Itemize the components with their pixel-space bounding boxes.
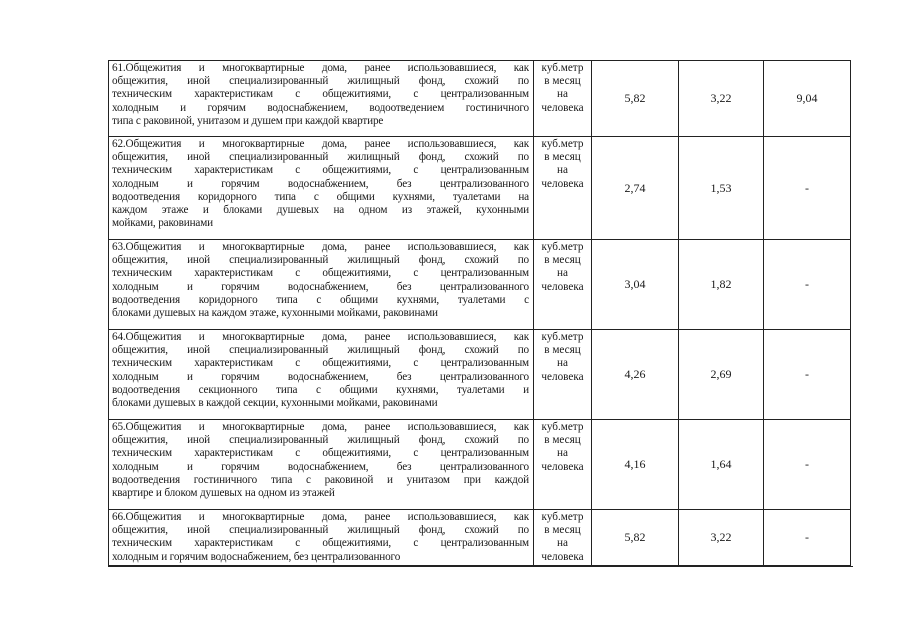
description-line: водоотведения коридорного типа с общими кухнями, туалетами на <box>112 190 529 203</box>
row-value-v1: 4,26 <box>592 330 679 420</box>
unit-line: в месяц <box>544 75 581 88</box>
description-line: общежития, иной специализированный жилищный фонд, схожий по <box>112 524 529 537</box>
row-description <box>109 137 534 240</box>
unit-line: человека <box>541 550 584 563</box>
row-unit <box>534 61 592 137</box>
norms-table-body <box>109 61 851 566</box>
row-description <box>109 510 534 566</box>
row-value-v1: 3,04 <box>592 240 679 330</box>
unit-line: на <box>557 357 568 370</box>
row-value-v2: 1,64 <box>679 420 764 510</box>
unit-line: куб.метр <box>541 62 584 74</box>
description-line: водоотведения секционного типа с общими кухнями, туалетами и <box>112 383 529 396</box>
unit-line: на <box>557 537 568 550</box>
unit-line: куб.метр <box>541 511 584 523</box>
row-value-v2: 2,69 <box>679 330 764 420</box>
description-line: каждом этаже и блоками душевых на одном из этажей, кухонными <box>112 204 529 217</box>
description-line: холодным и горячим водоснабжением, без централизованного <box>112 280 529 293</box>
row-value-v2: 1,82 <box>679 240 764 330</box>
table-row <box>109 137 851 240</box>
unit-line: куб.метр <box>541 138 584 150</box>
description-line: общежития, иной специализированный жилищный фонд, схожий по <box>112 75 529 88</box>
unit-line: на <box>557 447 568 460</box>
row-value-v1: 5,82 <box>592 510 679 566</box>
description-line: техническим характеристикам с общежитиями, с централизованным <box>112 537 529 550</box>
row-unit <box>534 420 592 510</box>
description-line: техническим характеристикам с общежитиями, с централизованным <box>112 164 529 177</box>
description-line: квартире и блоком душевых на одном из этажей <box>112 487 335 500</box>
row-description <box>109 61 534 137</box>
description-line: блоками душевых на каждом этаже, кухонными мойками, раковинами <box>112 307 438 320</box>
description-line: 64.Общежития и многоквартирные дома, ранее использовавшиеся, как <box>112 331 529 343</box>
description-line: 66.Общежития и многоквартирные дома, ранее использовавшиеся, как <box>112 511 529 523</box>
row-description <box>109 330 534 420</box>
row-unit <box>534 330 592 420</box>
description-line: общежития, иной специализированный жилищный фонд, схожий по <box>112 254 529 267</box>
unit-line: куб.метр <box>541 331 584 343</box>
row-unit <box>534 510 592 566</box>
row-value-v3: - <box>764 240 851 330</box>
description-line: блоками душевых в каждой секции, кухонными мойками, раковинами <box>112 397 438 410</box>
description-line: холодным и горячим водоснабжением, водоотведением гостиничного <box>112 101 529 114</box>
row-description <box>109 420 534 510</box>
unit-line: в месяц <box>544 151 581 164</box>
description-line: типа с раковиной, унитазом и душем при каждой квартире <box>112 114 384 127</box>
row-value-v3: - <box>764 137 851 240</box>
row-unit <box>534 137 592 240</box>
description-line: техническим характеристикам с общежитиями, с централизованным <box>112 88 529 101</box>
unit-line: человека <box>541 280 584 293</box>
row-value-v3: 9,04 <box>764 61 851 137</box>
description-line: 61.Общежития и многоквартирные дома, ранее использовавшиеся, как <box>112 62 529 74</box>
table-row <box>109 420 851 510</box>
unit-line: куб.метр <box>541 241 584 253</box>
unit-line: человека <box>541 101 584 114</box>
row-description <box>109 240 534 330</box>
unit-line: на <box>557 88 568 101</box>
description-line: водоотведения гостиничного типа с раковиной и унитазом при каждой <box>112 473 529 486</box>
unit-line: в месяц <box>544 434 581 447</box>
description-line: холодным и горячим водоснабжением, без централизованного <box>112 550 401 563</box>
description-line: холодным и горячим водоснабжением, без централизованного <box>112 460 529 473</box>
row-value-v2: 3,22 <box>679 61 764 137</box>
description-line: 62.Общежития и многоквартирные дома, ранее использовавшиеся, как <box>112 138 529 150</box>
row-value-v2: 3,22 <box>679 510 764 566</box>
unit-line: в месяц <box>544 524 581 537</box>
description-line: общежития, иной специализированный жилищный фонд, схожий по <box>112 434 529 447</box>
description-line: техническим характеристикам с общежитиями, с централизованным <box>112 357 529 370</box>
description-line: техническим характеристикам с общежитиями, с централизованным <box>112 267 529 280</box>
row-value-v3: - <box>764 420 851 510</box>
unit-line: в месяц <box>544 254 581 267</box>
description-line: техническим характеристикам с общежитиями, с централизованным <box>112 447 529 460</box>
row-value-v3: - <box>764 510 851 566</box>
table-row <box>109 510 851 566</box>
row-value-v2: 1,53 <box>679 137 764 240</box>
row-value-v1: 4,16 <box>592 420 679 510</box>
description-line: 63.Общежития и многоквартирные дома, ранее использовавшиеся, как <box>112 241 529 253</box>
description-line: холодным и горячим водоснабжением, без централизованного <box>112 370 529 383</box>
description-line: холодным и горячим водоснабжением, без централизованного <box>112 177 529 190</box>
unit-line: человека <box>541 370 584 383</box>
row-value-v1: 2,74 <box>592 137 679 240</box>
unit-line: в месяц <box>544 344 581 357</box>
unit-line: человека <box>541 460 584 473</box>
table-bottom-edge <box>108 566 853 567</box>
description-line: 65.Общежития и многоквартирные дома, ранее использовавшиеся, как <box>112 421 529 433</box>
description-line: общежития, иной специализированный жилищный фонд, схожий по <box>112 151 529 164</box>
table-row <box>109 330 851 420</box>
description-line: общежития, иной специализированный жилищный фонд, схожий по <box>112 344 529 357</box>
description-line: водоотведения коридорного типа с общими кухнями, туалетами с <box>112 293 529 306</box>
unit-line: на <box>557 164 568 177</box>
row-value-v3: - <box>764 330 851 420</box>
table-row <box>109 240 851 330</box>
row-value-v1: 5,82 <box>592 61 679 137</box>
description-line: мойками, раковинами <box>112 217 214 230</box>
table-row <box>109 61 851 137</box>
row-unit <box>534 240 592 330</box>
unit-line: человека <box>541 177 584 190</box>
unit-line: на <box>557 267 568 280</box>
norms-table <box>108 60 851 566</box>
unit-line: куб.метр <box>541 421 584 433</box>
